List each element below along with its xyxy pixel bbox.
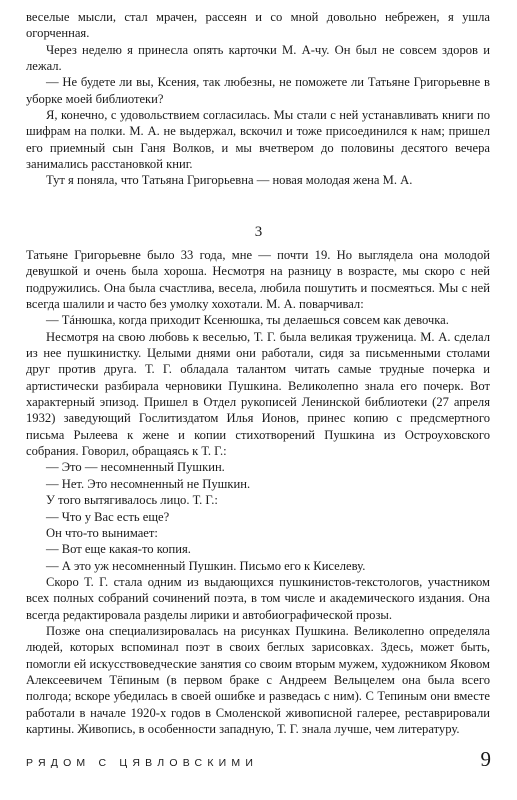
- paragraph: Несмотря на свою любовь к веселью, Т. Г. была великая труженица. М. А. сделал из нее пушкинистку. Целыми днями они работали, сидя за письменными столами друг против друга. Т. Г. обладала талантом читать самые трудные почерка и артистически разбирала черновики Пушкина. Великолепно знала его почерк. Вот характерный эпизод. Пришел в Отдел рукописей Ленинской библиотеки (27 апреля 1932) заведующий Гослитиздатом Илья Ионов, принес копию с предсмертного письма Рылеева к жене и копии стихотворений Пушкина из Остроуховского собрания. Говорил, обращаясь к Т. Г.:: [26, 329, 490, 459]
- text-block-lower: [26, 247, 490, 737]
- paragraph: Тут я поняла, что Татьяна Григорьевна — новая молодая жена М. А.: [46, 173, 413, 188]
- paragraph: — Что у Вас есть еще?: [46, 509, 170, 524]
- paragraph: — Не будете ли вы, Ксения, так любезны, не поможете ли Татьяне Григорьевне в уборке моей библиотеки?: [26, 75, 490, 106]
- text-block-upper: [26, 9, 490, 189]
- paragraph: Скоро Т. Г. стала одним из выдающихся пушкинистов-текстологов, участником всех полных собраний сочинений поэта, в том числе и академического издания. Она всегда редактировала разделы лирики и автобиографической прозы.: [26, 574, 490, 622]
- paragraph: Он что-то вынимает:: [46, 525, 158, 540]
- paragraph: У того вытягивалось лицо. Т. Г.:: [46, 493, 218, 508]
- running-footer-title: РЯДОМ С ЦЯВЛОВСКИМИ: [26, 757, 259, 769]
- paragraph: — Нет. Это несомненный не Пушкин.: [46, 476, 251, 491]
- paragraph: Татьяне Григорьевне было 33 года, мне — почти 19. Но выглядела она молодой девушкой и очень была хороша. Несмотря на разницу в возрасте, мы скоро с ней подружились. Она была счастлива, весела, любила пошутить и посмеяться. Мы с ней всегда шалили и часто без умолку хохотали. М. А. поварчивал:: [26, 248, 490, 312]
- paragraph: Через неделю я принесла опять карточки М. А-чу. Он был не совсем здоров и лежал.: [26, 42, 490, 74]
- paragraph: — Вот еще какая-то копия.: [46, 542, 191, 557]
- paragraph: Я, конечно, с удовольствием согласилась. Мы стали с ней устанавливать книги по шифрам на полки. М. А. не выдержал, вскочил и тоже присоединился к нам; пришел его приемный сын Ганя Волков, и мы вчетвером до половины десятого вечера занимались расстановкой книг.: [26, 108, 490, 172]
- paragraph: — Это — несомненный Пушкин.: [46, 460, 225, 475]
- paragraph: Позже она специализировалась на рисунках Пушкина. Великолепно определяла людей, которых вспоминал поэт в своих беглых зарисовках. Здесь, может быть, помогли ей искусствоведческие занятия со своим вторым мужем, художником Яковом Алексеевичем Тёпиным (в первом браке с Андреем Велыцелем она была всего полгода; вскоре убедилась в своей ошибке и разведась с ним). С Тепиным они вместе работали в начале 1920-х годов в Смоленской живописной галерее, реставрировали картины. Живопись, в особенности западную, Т. Г. знала лучше, чем литературу.: [26, 623, 490, 736]
- paragraph: веселые мысли, стал мрачен, рассеян и со мной довольно небрежен, я ушла огорченная.: [26, 10, 490, 41]
- paragraph: — А это уж несомненный Пушкин. Письмо его к Киселеву.: [46, 558, 366, 573]
- chapter-number: 3: [254, 224, 263, 240]
- page-number: 9: [480, 747, 491, 771]
- paragraph: — Тáнюшка, когда приходит Ксенюшка, ты делаешься совсем как девочка.: [46, 313, 449, 328]
